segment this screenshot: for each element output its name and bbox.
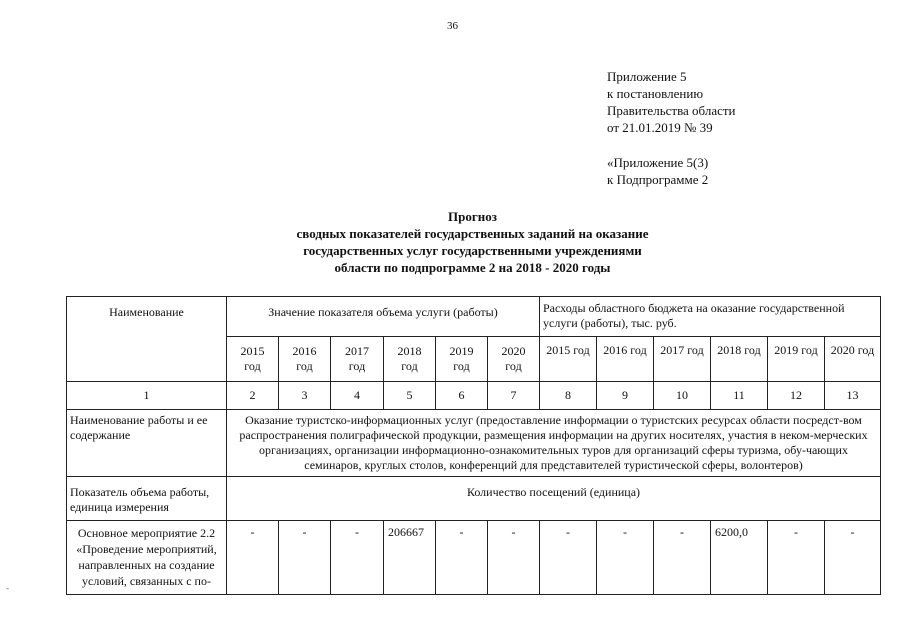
- expense-year-cell: 2017 год: [654, 337, 711, 382]
- appendix-line: к Подпрограмме 2: [607, 172, 709, 187]
- column-number-row: [67, 382, 881, 410]
- margin-mark: -: [6, 583, 9, 593]
- indicator-row: [67, 477, 881, 521]
- event-value: -: [654, 521, 711, 595]
- event-value: -: [825, 521, 881, 595]
- header-expense: Расходы областного бюджета на оказание государственной услуги (работы), тыс. руб.: [540, 297, 881, 337]
- column-number: 6: [436, 382, 488, 410]
- volume-year-cell: 2019 год: [436, 337, 488, 382]
- column-number: 7: [488, 382, 540, 410]
- event-value: 6200,0: [711, 521, 768, 595]
- header-name: Наименование: [67, 297, 227, 382]
- column-number: 1: [67, 382, 227, 410]
- event-value: -: [768, 521, 825, 595]
- header-volume: Значение показателя объема услуги (работы): [227, 297, 540, 337]
- event-label: Основное мероприятие 2.2 «Проведение мероприятий, направленных на создание условий, связанных с по-: [67, 521, 227, 595]
- expense-year-cell: 2015 год: [540, 337, 597, 382]
- column-number: 5: [384, 382, 436, 410]
- work-row: [67, 410, 881, 477]
- column-number: 10: [654, 382, 711, 410]
- event-value: -: [488, 521, 540, 595]
- event-value: -: [279, 521, 331, 595]
- appendix-line: Приложение 5: [607, 69, 687, 84]
- appendix-block: [607, 68, 736, 188]
- header-row: [67, 297, 881, 337]
- document-title: [200, 208, 745, 276]
- title-line: Прогноз: [448, 209, 497, 224]
- work-label: Наименование работы и ее содержание: [67, 410, 227, 477]
- expense-year-cell: 2016 год: [597, 337, 654, 382]
- title-line: сводных показателей государственных заданий на оказание: [296, 226, 649, 241]
- indicator-label: Показатель объема работы, единица измерения: [67, 477, 227, 521]
- expense-year-cell: 2019 год: [768, 337, 825, 382]
- event-value: -: [436, 521, 488, 595]
- column-number: 2: [227, 382, 279, 410]
- volume-year-cell: 2017 год: [331, 337, 384, 382]
- column-number: 9: [597, 382, 654, 410]
- appendix-line: «Приложение 5(3): [607, 155, 709, 170]
- column-number: 3: [279, 382, 331, 410]
- event-value: -: [331, 521, 384, 595]
- volume-year-cell: 2015 год: [227, 337, 279, 382]
- event-row: [67, 521, 881, 595]
- page-number: 36: [447, 20, 458, 32]
- volume-year-cell: 2018 год: [384, 337, 436, 382]
- event-value: -: [227, 521, 279, 595]
- volume-year-cell: 2020 год: [488, 337, 540, 382]
- title-line: государственных услуг государственными учреждениями: [303, 243, 642, 258]
- column-number: 4: [331, 382, 384, 410]
- column-number: 11: [711, 382, 768, 410]
- column-number: 12: [768, 382, 825, 410]
- column-number: 13: [825, 382, 881, 410]
- appendix-line: Правительства области: [607, 103, 736, 118]
- event-value: -: [540, 521, 597, 595]
- work-description: Оказание туристско-информационных услуг (предоставление информации о туристских ресурсах области посредст-вом распространения полиграфической продукции, размещения информации на других носителях, участия в неком-мерческих организациях, организации информационно-ознакомительных туров для организаций сферы туризма, обу-чающих семинаров, круглых столов, конференций для представителей туристической сферы, волонтеров): [227, 410, 881, 477]
- volume-year-cell: 2016 год: [279, 337, 331, 382]
- event-value: -: [597, 521, 654, 595]
- title-line: области по подпрограмме 2 на 2018 - 2020 годы: [334, 260, 611, 275]
- appendix-line: от 21.01.2019 № 39: [607, 120, 713, 135]
- appendix-line: к постановлению: [607, 86, 704, 101]
- expense-year-cell: 2020 год: [825, 337, 881, 382]
- column-number: 8: [540, 382, 597, 410]
- indicator-value: Количество посещений (единица): [227, 477, 881, 521]
- event-value: 206667: [384, 521, 436, 595]
- expense-year-cell: 2018 год: [711, 337, 768, 382]
- forecast-table: [66, 296, 881, 595]
